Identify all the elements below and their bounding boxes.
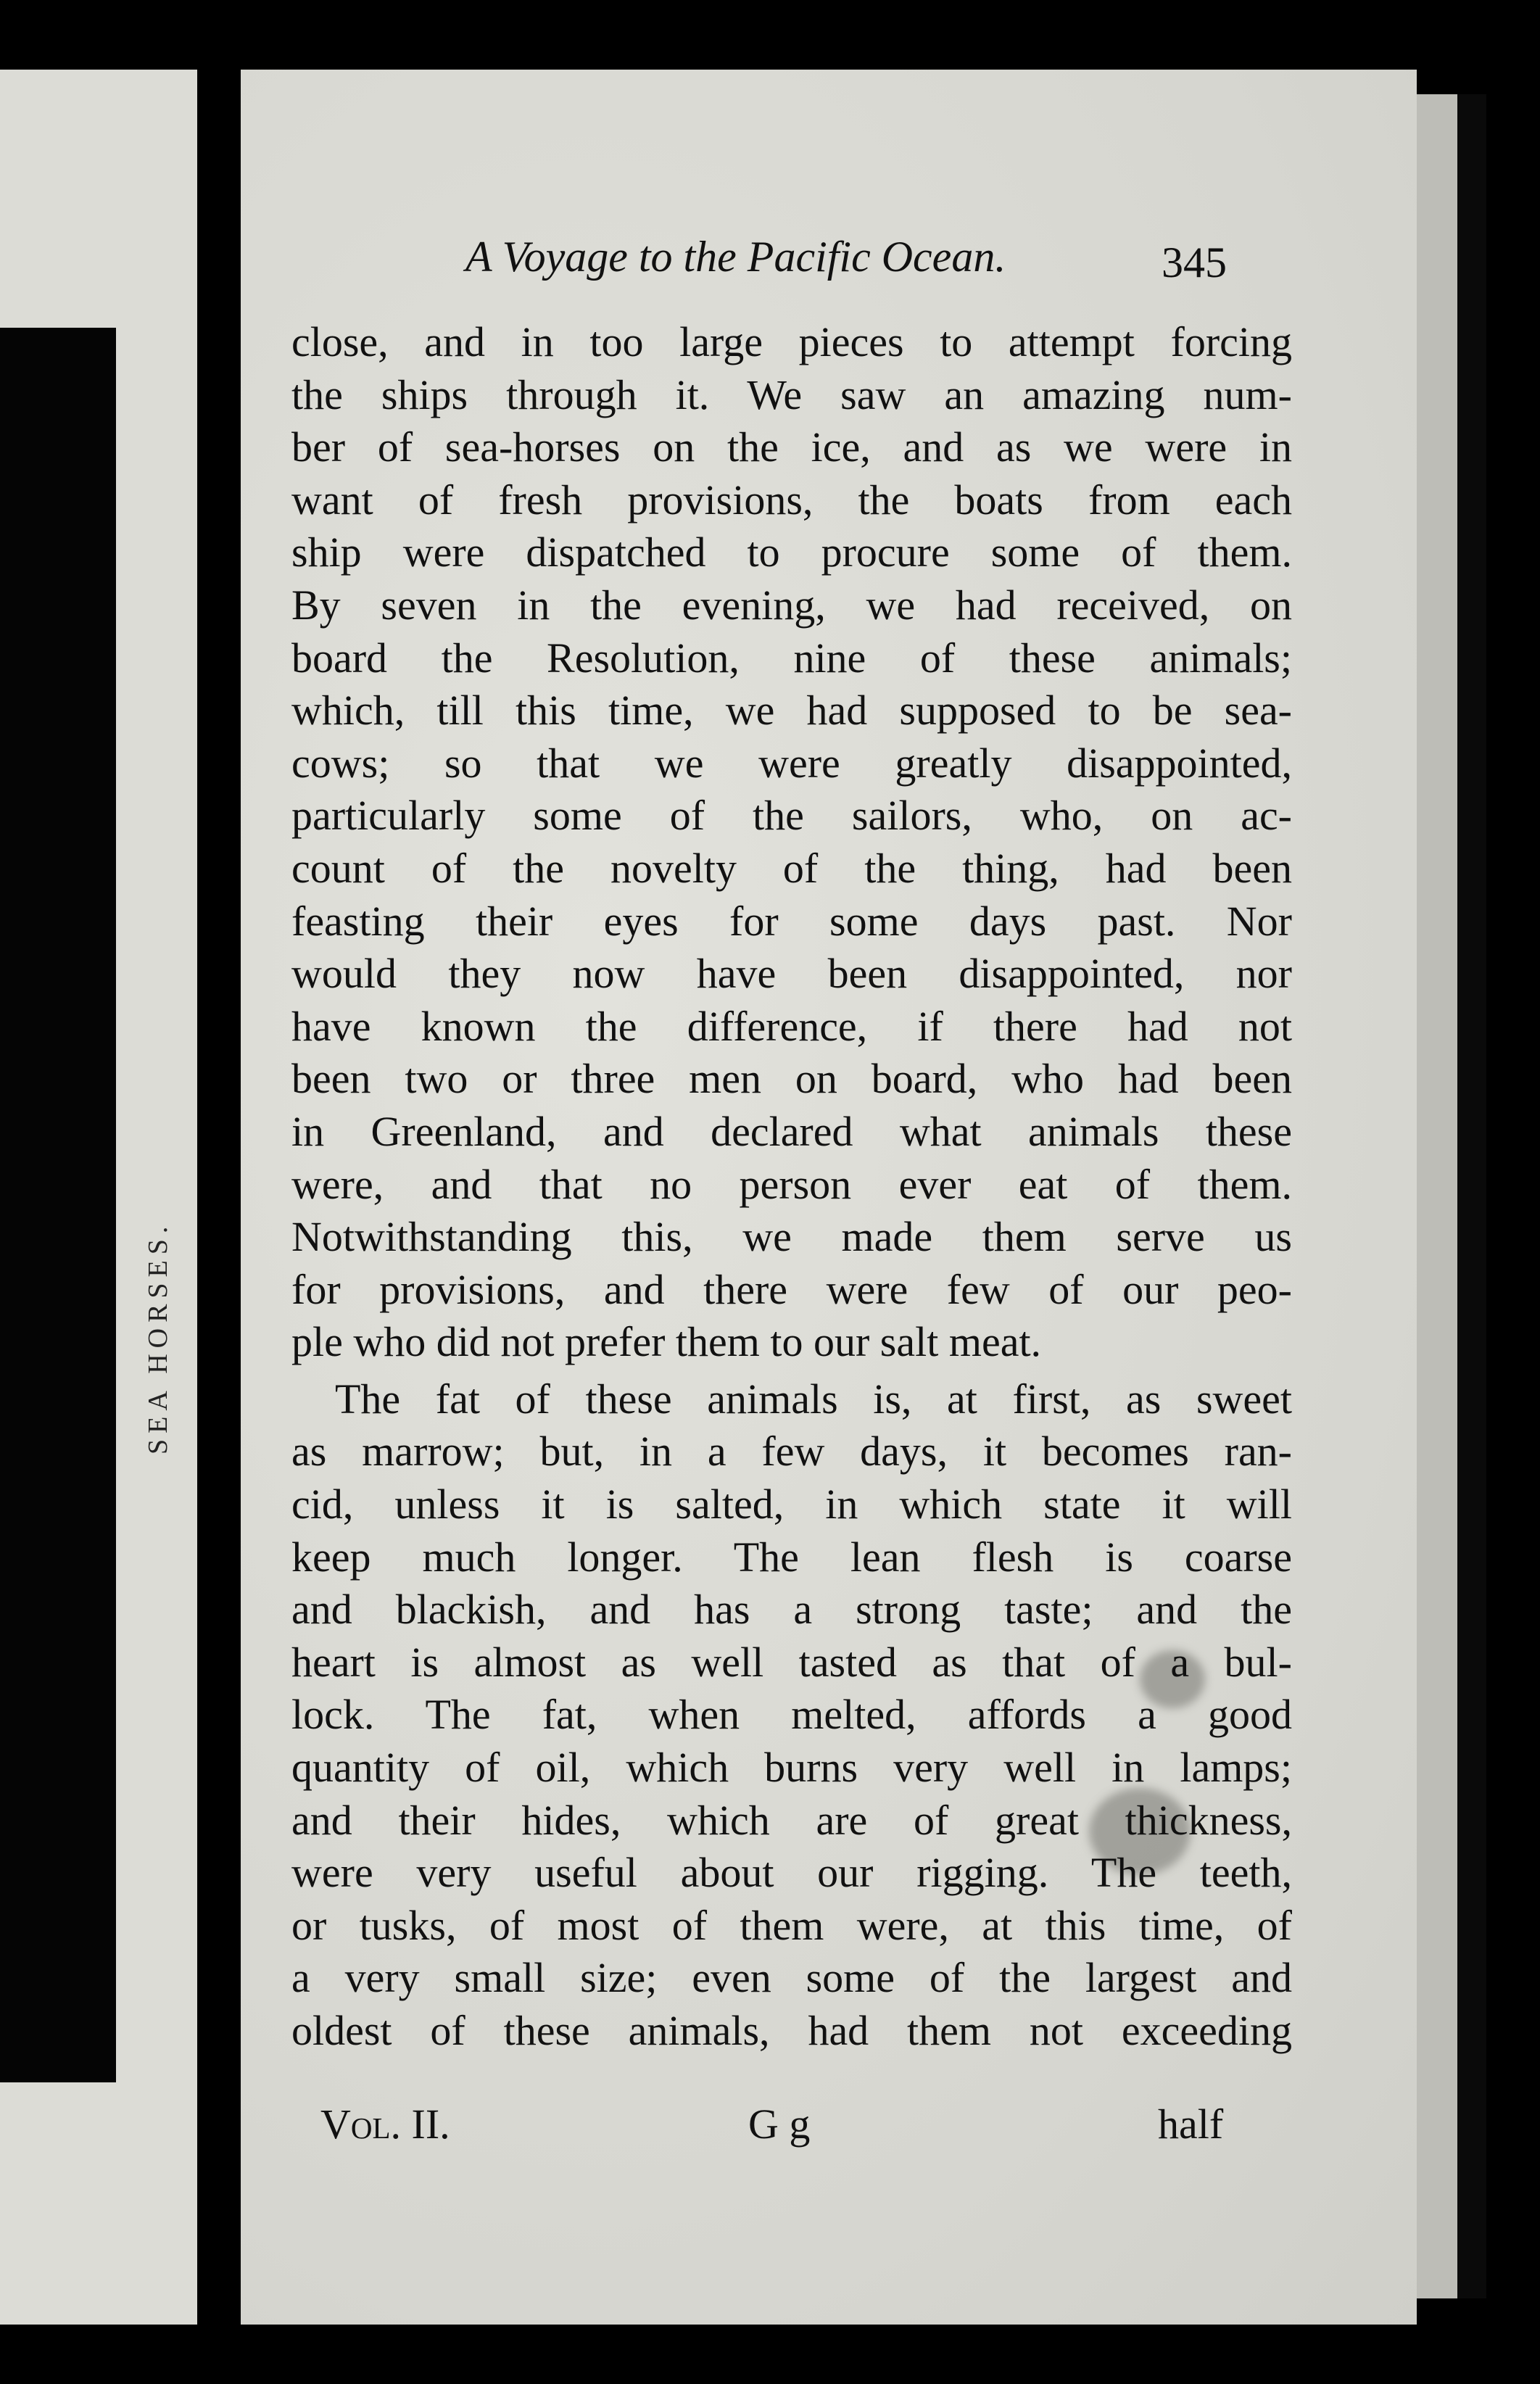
text-line: Notwithstanding this, we made them serve us [291, 1213, 1292, 1261]
text-line: been two or three men on board, who had been [291, 1055, 1292, 1103]
text-line: cows; so that we were greatly disappointed, [291, 739, 1292, 787]
plate-engraving [0, 328, 116, 2082]
text-line: quantity of oil, which burns very well in lamps; [291, 1744, 1292, 1792]
page-edge [1417, 94, 1457, 2298]
text-line: keep much longer. The lean flesh is coarse [291, 1533, 1292, 1581]
body-text [291, 316, 1292, 2058]
plate-caption: SEA HORSES. [143, 1220, 173, 1454]
running-head [241, 232, 1417, 290]
gathering-signature: G g [748, 2101, 811, 2148]
text-line: for provisions, and there were few of our peo- [291, 1265, 1292, 1313]
text-line: have known the difference, if there had not [291, 1002, 1292, 1050]
text-line: By seven in the evening, we had received, on [291, 581, 1292, 629]
text-line: heart is almost as well tasted as that of a bul- [291, 1638, 1292, 1686]
text-line: ple who did not prefer them to our salt meat. [291, 1318, 1042, 1366]
text-line: in Greenland, and declared what animals these [291, 1107, 1292, 1155]
text-line: particularly some of the sailors, who, on ac- [291, 792, 1292, 840]
text-line: want of fresh provisions, the boats from each [291, 476, 1292, 523]
text-line: oldest of these animals, had them not exceeding [291, 2007, 1292, 2054]
volume-signature: Vol. II. [320, 2101, 450, 2148]
text-line: and their hides, which are of great thickness, [291, 1796, 1292, 1844]
text-line: ber of sea-horses on the ice, and as we were in [291, 423, 1292, 471]
text-line: were, and that no person ever eat of them. [291, 1160, 1292, 1208]
page-footer [241, 2100, 1417, 2158]
text-line: cid, unless it is salted, in which state it will [291, 1481, 1292, 1528]
running-title: A Voyage to the Pacific Ocean. [465, 233, 1006, 281]
text-line: a very small size; even some of the largest and [291, 1954, 1292, 2002]
text-line: as marrow; but, in a few days, it becomes ran- [291, 1428, 1292, 1475]
text-line: the ships through it. We saw an amazing num- [291, 371, 1292, 418]
text-line: board the Resolution, nine of these animals; [291, 634, 1292, 682]
text-line: or tusks, of most of them were, at this time, of [291, 1901, 1292, 1949]
text-line: count of the novelty of the thing, had been [291, 844, 1292, 892]
text-line: ship were dispatched to procure some of them. [291, 529, 1292, 576]
text-line: and blackish, and has a strong taste; and the [291, 1586, 1292, 1634]
facing-plate [0, 70, 197, 2325]
text-line: were very useful about our rigging. The teeth, [291, 1849, 1292, 1897]
text-line: The fat of these animals is, at first, as sweet [335, 1375, 1292, 1423]
gutter [197, 0, 241, 2384]
page-edge-shadow [1457, 94, 1486, 2298]
text-line: feasting their eyes for some days past. Nor [291, 897, 1292, 945]
page-number: 345 [1162, 239, 1227, 286]
catchword: half [1158, 2101, 1224, 2148]
text-line: would they now have been disappointed, nor [291, 950, 1292, 998]
text-line: which, till this time, we had supposed to be sea- [291, 687, 1292, 734]
text-line: close, and in too large pieces to attempt forcing [291, 318, 1292, 365]
book-page [241, 70, 1417, 2325]
text-line: lock. The fat, when melted, affords a good [291, 1691, 1292, 1739]
